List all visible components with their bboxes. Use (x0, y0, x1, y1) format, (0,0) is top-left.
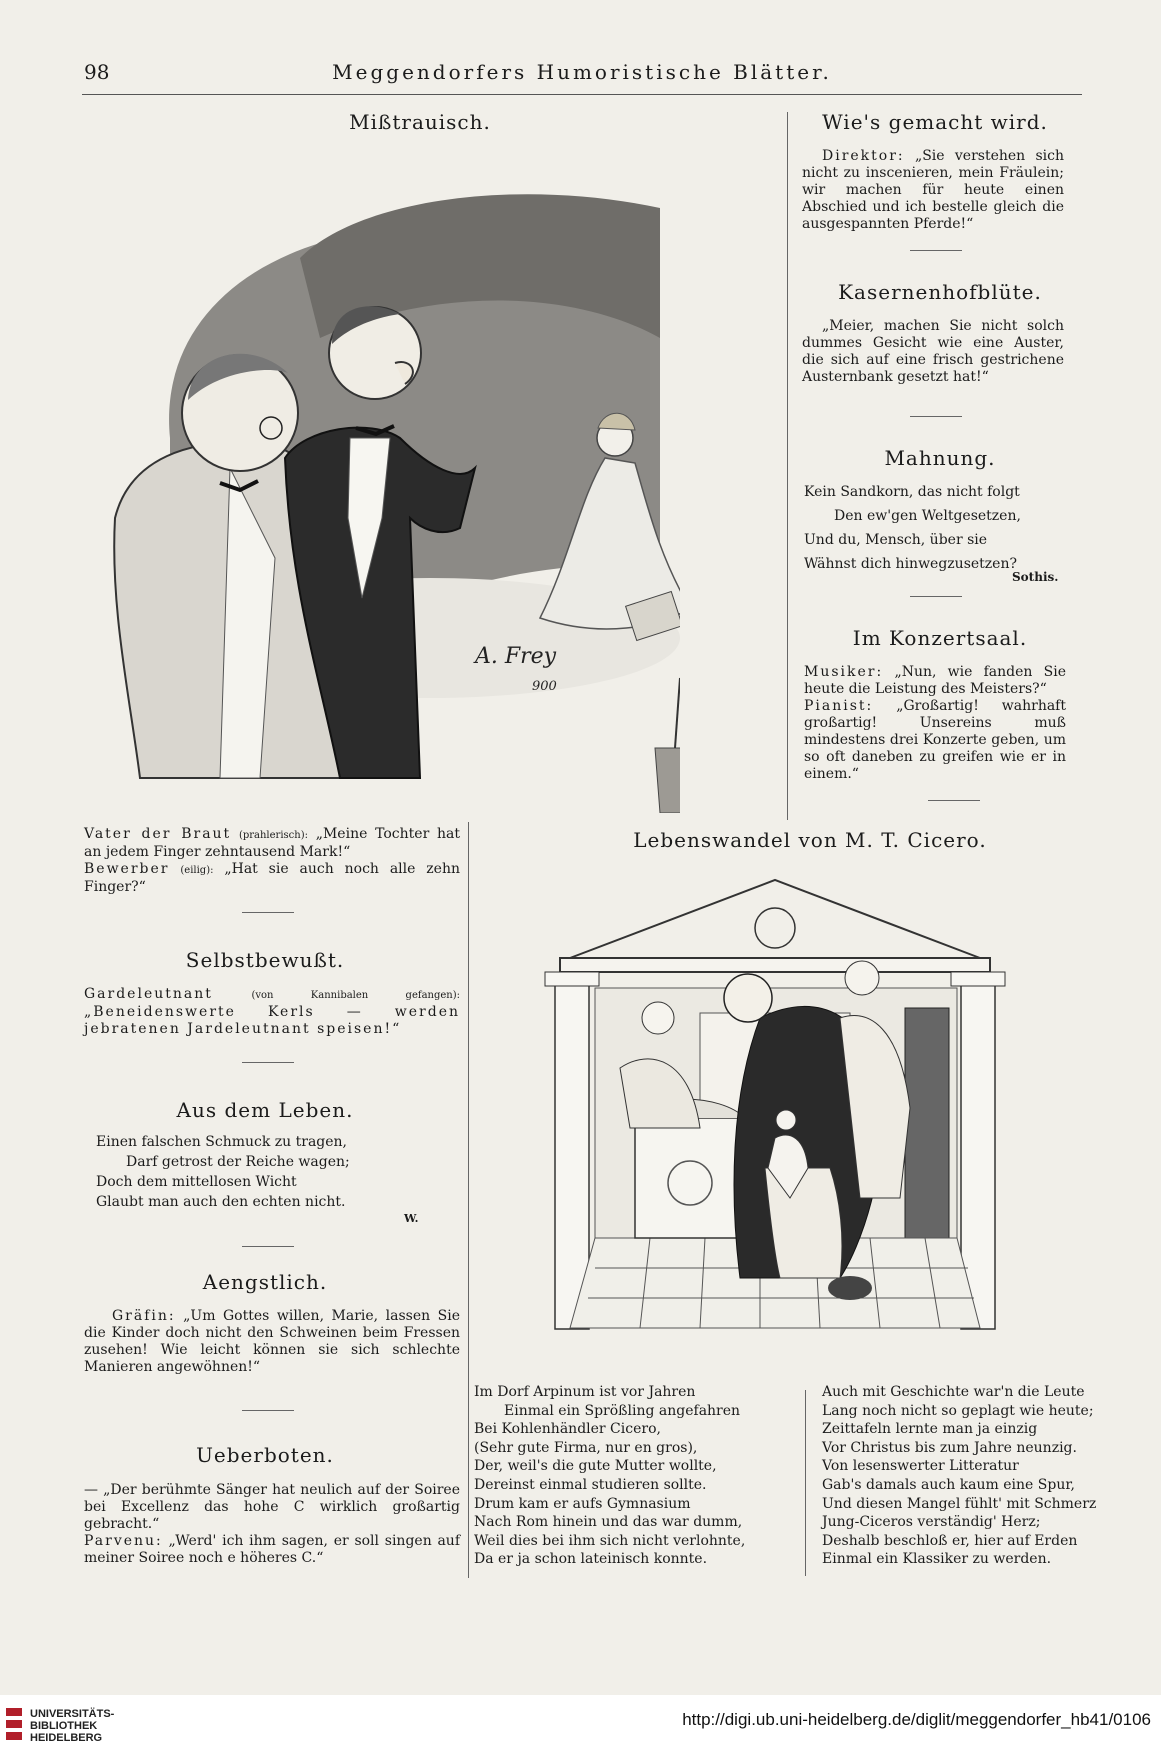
poem-line: Der, weil's die gute Mutter wollte, (474, 1458, 717, 1475)
poem-line: Und diesen Mangel fühlt' mit Schmerz (822, 1495, 1097, 1512)
poem-line: Weil dies bei ihm sich nicht verlohnte, (474, 1532, 746, 1549)
illustration-cicero-nursery (540, 868, 1010, 1346)
divider (242, 1062, 294, 1063)
poem-line: Jung-Ciceros verständig' Herz; (822, 1514, 1041, 1531)
poem-line: Da er ja schon lateinisch konnte. (474, 1551, 708, 1568)
column-divider-bottom (468, 822, 469, 1578)
signature-sothis: Sothis. (1012, 570, 1059, 584)
divider (928, 800, 980, 801)
illustration-two-men-in-garden (100, 138, 680, 813)
title-cicero: Lebenswandel von M. T. Cicero. (633, 828, 987, 852)
poem-line: Bei Kohlenhändler Cicero, (474, 1421, 661, 1438)
cicero-poem-col2 (822, 1383, 1152, 1569)
misstrauisch-caption: Vater der Braut (prahlerisch): „Meine Tochter hat an jedem Finger zehntausend Mark!“ Bewerber (eilig): „Hat sie auch noch alle zehn Finger?“ (84, 826, 460, 895)
poem-line: Einen falschen Schmuck zu tragen, (96, 1134, 348, 1150)
page-header (82, 58, 1082, 95)
divider (910, 416, 962, 417)
title-kasernenhofbluete: Kasernenhofblüte. (838, 280, 1042, 304)
poem-column-divider (805, 1390, 806, 1576)
title-aengstlich: Aengstlich. (202, 1270, 328, 1294)
title-wies-gemacht-wird: Wie's gemacht wird. (822, 110, 1048, 134)
source-url[interactable]: http://digi.ub.uni-heidelberg.de/diglit/meggendorfer_hb41/0106 (682, 1710, 1151, 1729)
poem-line: Einmal ein Klassiker zu werden. (822, 1551, 1052, 1568)
poem-line: Den ew'gen Weltgesetzen, (834, 508, 1021, 524)
selbstbewusst-text: Gardeleutnant (von Kannibalen gefangen): „Beneidenswerte Kerls — werden jebratenen Jardeleutnant speisen!“ (84, 986, 460, 1037)
poem-line: Drum kam er aufs Gymnasium (474, 1495, 691, 1512)
poem-line: Glaubt man auch den echten nicht. (96, 1194, 346, 1210)
mahnung-poem (804, 480, 1074, 576)
title-aus-dem-leben: Aus dem Leben. (176, 1098, 354, 1122)
artist-signature: A. Frey (475, 644, 557, 669)
poem-line: Und du, Mensch, über sie (804, 532, 988, 548)
artist-year: 900 (532, 679, 557, 694)
poem-line: Kein Sandkorn, das nicht folgt (804, 484, 1020, 500)
poem-line: Vor Christus bis zum Jahre neunzig. (822, 1439, 1077, 1456)
poem-line: Gab's damals auch kaum eine Spur, (822, 1476, 1075, 1493)
wies-gemacht-text: Direktor: „Sie verstehen sich nicht zu inscenieren, mein Fräulein; wir machen für heute einen Abschied und ich bestelle gleich die ausgespannten Pferde!“ (802, 148, 1064, 232)
divider (242, 1246, 294, 1247)
cicero-poem-col1 (474, 1383, 799, 1569)
poem-line: Einmal ein Sprößling angefahren (504, 1402, 741, 1419)
title-selbstbewusst: Selbstbewußt. (185, 948, 345, 972)
page-number: 98 (84, 60, 110, 84)
library-name: UNIVERSITÄTS- BIBLIOTHEK HEIDELBERG (30, 1708, 115, 1744)
divider (910, 250, 962, 251)
divider (242, 1410, 294, 1411)
divider (242, 912, 294, 913)
kasernenhofbluete-text: „Meier, machen Sie nicht solch dummes Gesicht wie eine Auster, die sich auf eine frisch gestrichene Austernbank gesetzt hat!“ (802, 318, 1064, 385)
column-divider-top (787, 112, 788, 820)
poem-line: Lang noch nicht so geplagt wie heute; (822, 1402, 1094, 1419)
divider (910, 596, 962, 597)
poem-line: Nach Rom hinein und das war dumm, (474, 1514, 743, 1531)
poem-line: Im Dorf Arpinum ist vor Jahren (474, 1384, 696, 1400)
poem-line: Zeittafeln lernte man ja einzig (822, 1421, 1038, 1438)
title-konzertsaal: Im Konzertsaal. (852, 626, 1028, 650)
poem-line: Darf getrost der Reiche wagen; (126, 1154, 350, 1170)
poem-line: Dereinst einmal studieren sollte. (474, 1476, 707, 1493)
poem-line: (Sehr gute Firma, nur en gros), (474, 1439, 698, 1456)
poem-line: Wähnst dich hinwegzusetzen? (804, 556, 1017, 572)
ueberboten-text: — „Der berühmte Sänger hat neulich auf der Soiree bei Excellenz das hohe C wirklich großartig gebracht.“ Parvenu: „Werd' ich ihm sagen, er soll singen auf meiner Soiree noch e höheres C.“ (84, 1482, 461, 1566)
aus-dem-leben-poem (96, 1132, 416, 1212)
signature-w: W. (404, 1212, 419, 1225)
library-logo-icon (4, 1706, 24, 1742)
running-title: Meggendorfers Humoristische Blätter. (332, 60, 832, 84)
poem-line: Auch mit Geschichte war'n die Leute (822, 1384, 1085, 1400)
title-mahnung: Mahnung. (884, 446, 996, 470)
aengstlich-text: Gräfin: „Um Gottes willen, Marie, lassen Sie die Kinder doch nicht den Schweinen beim Fressen zusehen! Wie leicht können sie sich schlechte Manieren angewöhnen!“ (84, 1308, 461, 1375)
poem-line: Deshalb beschloß er, hier auf Erden (822, 1532, 1078, 1549)
poem-line: Von lesenswerter Litteratur (822, 1458, 1019, 1475)
title-ueberboten: Ueberboten. (196, 1443, 334, 1467)
poem-line: Doch dem mittellosen Wicht (96, 1174, 297, 1190)
konzertsaal-text: Musiker: „Nun, wie fanden Sie heute die Leistung des Meisters?“ Pianist: „Großartig! wahrhaft großartig! Unsereins muß mindestens drei Konzerte geben, um so oft daneben zu greifen wie er in einem.“ (804, 664, 1067, 782)
title-misstrauisch: Mißtrauisch. (349, 110, 491, 134)
